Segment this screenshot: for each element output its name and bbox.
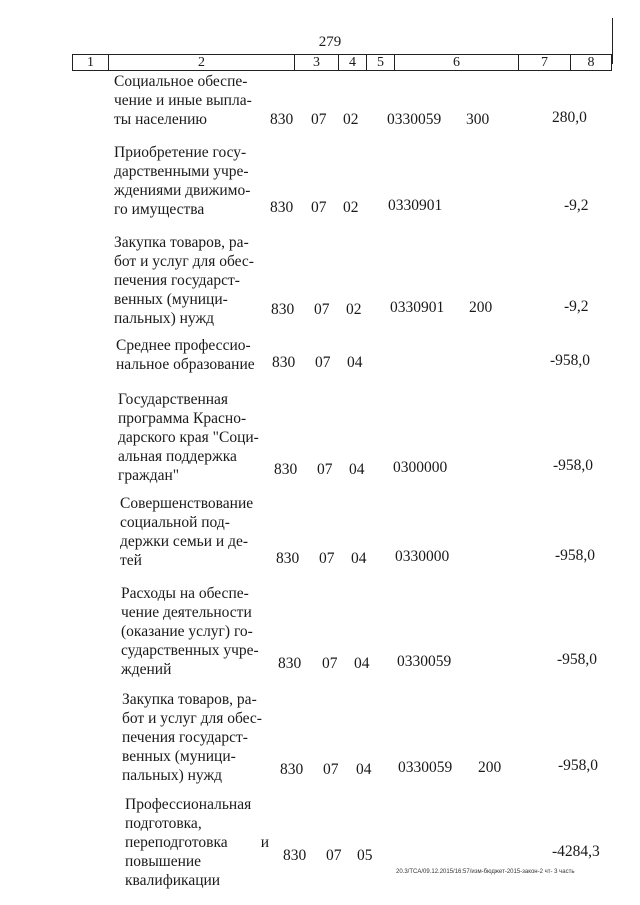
desc-line: (оказание услуг) го- bbox=[121, 623, 253, 640]
desc-line: пальных) нужд bbox=[114, 310, 215, 327]
desc-line: ждениями движимо- bbox=[114, 182, 251, 199]
right-margin-rule bbox=[612, 18, 613, 64]
ministry-code: 830 bbox=[278, 655, 302, 672]
desc-line: бот и услуг для обес- bbox=[122, 710, 262, 727]
desc-line: Профессиональная bbox=[125, 796, 252, 813]
desc-line: социальной под- bbox=[120, 514, 230, 531]
subsection-code: 05 bbox=[357, 847, 373, 864]
target-article-code: 0330059 bbox=[397, 653, 452, 670]
amount-value: -958,0 bbox=[550, 352, 591, 369]
section-code: 07 bbox=[319, 550, 335, 567]
section-code: 07 bbox=[317, 461, 333, 478]
page-number: 279 bbox=[318, 34, 342, 50]
desc-line: ждений bbox=[121, 661, 172, 678]
ministry-code: 830 bbox=[271, 301, 295, 318]
desc-line: Социальное обеспе- bbox=[114, 73, 248, 90]
target-article-code: 0330901 bbox=[390, 299, 445, 316]
ministry-code: 830 bbox=[280, 761, 304, 778]
desc-line: бот и услуг для обес- bbox=[114, 253, 254, 270]
expense-type-code: 300 bbox=[466, 111, 490, 128]
desc-line: печения государст- bbox=[114, 272, 240, 289]
desc-line: программа Красно- bbox=[118, 410, 247, 427]
desc-line: подготовка, переподготовка и повышение квалификации bbox=[125, 815, 269, 889]
target-article-code: 0330059 bbox=[398, 759, 453, 776]
desc-line: граждан" bbox=[118, 467, 180, 484]
amount-value: -4284,3 bbox=[552, 843, 600, 860]
section-code: 07 bbox=[323, 761, 339, 778]
desc-line: Совершенствование bbox=[120, 495, 254, 512]
desc-line: пальных) нужд bbox=[122, 767, 223, 784]
column-number-8: 8 bbox=[587, 55, 595, 70]
row-description bbox=[114, 233, 258, 328]
row-description bbox=[114, 143, 258, 219]
row-description bbox=[120, 494, 264, 570]
target-article-code: 0330000 bbox=[395, 548, 450, 565]
column-number-2: 2 bbox=[109, 55, 295, 70]
ministry-code: 830 bbox=[272, 354, 296, 371]
document-footer-stamp: 20.3/TCA/09.12.2015/16:57/изм-бюджет-2015-закон-2 чт- 3 часть bbox=[396, 869, 575, 875]
desc-line: тей bbox=[120, 552, 142, 569]
section-code: 07 bbox=[311, 111, 327, 128]
ministry-code: 830 bbox=[270, 199, 294, 216]
desc-line: Государственная bbox=[118, 391, 229, 408]
desc-line: дарственными учре- bbox=[114, 163, 249, 180]
amount-value: -958,0 bbox=[553, 457, 594, 474]
column-number-5: 5 bbox=[367, 55, 395, 70]
desc-line: нальное образование bbox=[116, 356, 255, 373]
desc-line: венных (муници- bbox=[114, 291, 228, 308]
amount-value: -958,0 bbox=[557, 651, 598, 668]
desc-line: ты населению bbox=[114, 111, 207, 128]
subsection-code: 04 bbox=[351, 550, 367, 567]
desc-line: чение деятельности bbox=[121, 604, 252, 621]
subsection-code: 02 bbox=[343, 111, 359, 128]
column-number-1: 1 bbox=[73, 55, 109, 70]
desc-line: чение и иные выпла- bbox=[114, 92, 252, 109]
expense-type-code: 200 bbox=[469, 299, 493, 316]
section-code: 07 bbox=[315, 354, 331, 371]
desc-line: держки семьи и де- bbox=[120, 533, 249, 550]
desc-line: го имущества bbox=[114, 201, 205, 218]
ministry-code: 830 bbox=[274, 461, 298, 478]
section-code: 07 bbox=[314, 301, 330, 318]
column-number-7: 7 bbox=[519, 55, 571, 70]
target-article-code: 0330901 bbox=[388, 197, 443, 214]
column-header-row bbox=[72, 54, 612, 71]
desc-line: печения государст- bbox=[122, 729, 248, 746]
subsection-code: 04 bbox=[349, 461, 365, 478]
row-description bbox=[114, 72, 258, 129]
amount-value: -9,2 bbox=[564, 197, 589, 214]
desc-line: альная поддержка bbox=[118, 448, 237, 465]
subsection-code: 04 bbox=[347, 354, 363, 371]
target-article-code: 0330059 bbox=[387, 111, 442, 128]
subsection-code: 04 bbox=[356, 761, 372, 778]
amount-value: 280,0 bbox=[552, 109, 587, 126]
row-description bbox=[116, 336, 260, 374]
desc-line: Приобретение госу- bbox=[114, 144, 247, 161]
desc-line: Среднее профессио- bbox=[116, 337, 251, 354]
desc-line: Расходы на обеспе- bbox=[121, 585, 249, 602]
row-description bbox=[122, 690, 266, 785]
subsection-code: 02 bbox=[346, 301, 362, 318]
section-code: 07 bbox=[322, 655, 338, 672]
section-code: 07 bbox=[326, 847, 342, 864]
section-code: 07 bbox=[311, 199, 327, 216]
desc-line: сударственных учре- bbox=[121, 642, 259, 659]
row-description bbox=[125, 795, 269, 890]
subsection-code: 04 bbox=[354, 655, 370, 672]
column-number-3: 3 bbox=[295, 55, 339, 70]
ministry-code: 830 bbox=[276, 550, 300, 567]
desc-line: дарского края "Соци- bbox=[118, 429, 259, 446]
row-description bbox=[118, 390, 262, 485]
ministry-code: 830 bbox=[270, 111, 294, 128]
expense-type-code: 200 bbox=[478, 759, 502, 776]
row-description bbox=[121, 584, 265, 679]
amount-value: -958,0 bbox=[555, 547, 596, 564]
desc-line: Закупка товаров, ра- bbox=[122, 691, 257, 708]
ministry-code: 830 bbox=[283, 847, 307, 864]
column-number-6: 6 bbox=[395, 55, 519, 70]
amount-value: -9,2 bbox=[564, 298, 589, 315]
desc-line: венных (муници- bbox=[122, 748, 236, 765]
column-number-4: 4 bbox=[339, 55, 367, 70]
subsection-code: 02 bbox=[343, 199, 359, 216]
amount-value: -958,0 bbox=[558, 757, 599, 774]
target-article-code: 0300000 bbox=[393, 459, 448, 476]
desc-line: Закупка товаров, ра- bbox=[114, 234, 249, 251]
